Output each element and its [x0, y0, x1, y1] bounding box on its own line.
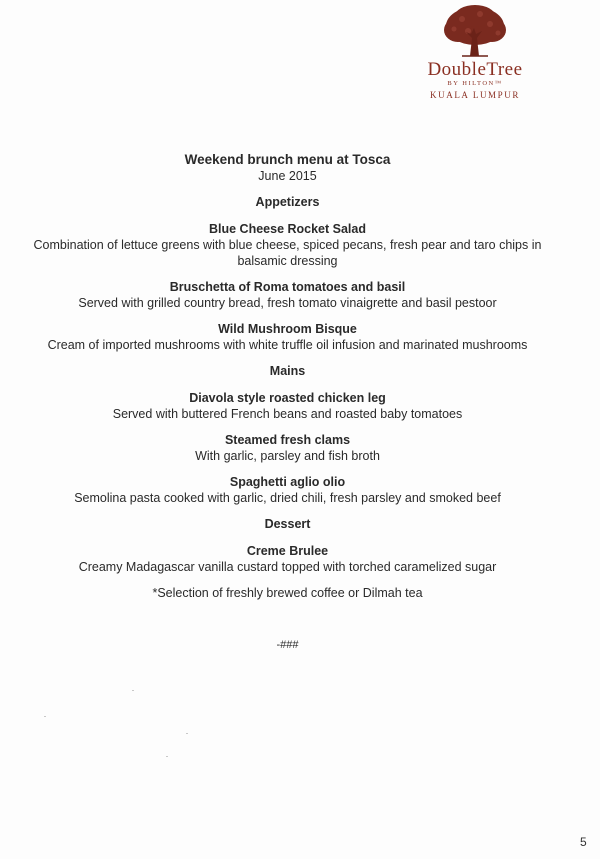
- item-name: Diavola style roasted chicken leg: [189, 391, 386, 405]
- location-label: KUALA LUMPUR: [430, 90, 520, 100]
- section-heading-appetizers: Appetizers: [255, 195, 320, 209]
- menu-item: [0, 279, 575, 311]
- item-name: Spaghetti aglio olio: [229, 475, 346, 489]
- item-description: Semolina pasta cooked with garlic, dried chili, fresh parsley and smoked beef: [74, 491, 501, 505]
- doubletree-logo: [405, 4, 545, 109]
- menu-item: [0, 390, 575, 422]
- item-description: With garlic, parsley and fish broth: [195, 449, 380, 463]
- menu-item: [0, 432, 575, 464]
- item-name: Creme Brulee: [246, 544, 329, 558]
- menu-item: [0, 221, 575, 269]
- by-hilton-label: BY HILTON™: [447, 80, 503, 87]
- menu-item: [0, 474, 575, 506]
- scan-speck: [186, 733, 188, 734]
- item-description: Creamy Madagascar vanilla custard topped with torched caramelized sugar: [78, 560, 497, 574]
- item-name: Blue Cheese Rocket Salad: [208, 222, 366, 236]
- item-description: Cream of imported mushrooms with white truffle oil infusion and marinated mushrooms: [47, 338, 528, 352]
- section-heading-mains: Mains: [269, 364, 306, 378]
- menu-title: Weekend brunch menu at Tosca: [184, 152, 391, 167]
- brand-name: DoubleTree: [427, 59, 523, 80]
- item-name: Steamed fresh clams: [224, 433, 351, 447]
- page-number: 5: [580, 835, 587, 849]
- item-name: Bruschetta of Roma tomatoes and basil: [169, 280, 406, 294]
- beverage-note: *Selection of freshly brewed coffee or Dilmah tea: [152, 586, 423, 600]
- menu-date: June 2015: [258, 169, 317, 183]
- scan-speck: [44, 716, 46, 717]
- section-heading-dessert: Dessert: [264, 517, 311, 531]
- menu-content: [0, 152, 575, 653]
- scan-speck: [166, 756, 168, 757]
- menu-item: [0, 543, 575, 575]
- end-mark: -###: [276, 639, 299, 651]
- menu-item: [0, 321, 575, 353]
- scan-speck: [132, 690, 134, 691]
- tree-icon: [440, 4, 510, 60]
- item-description: Served with buttered French beans and roasted baby tomatoes: [112, 407, 463, 421]
- item-name: Wild Mushroom Bisque: [218, 322, 357, 336]
- item-description: Combination of lettuce greens with blue cheese, spiced pecans, fresh pear and taro chips in balsamic dressing: [33, 238, 542, 268]
- item-description: Served with grilled country bread, fresh tomato vinaigrette and basil pestoor: [78, 296, 497, 310]
